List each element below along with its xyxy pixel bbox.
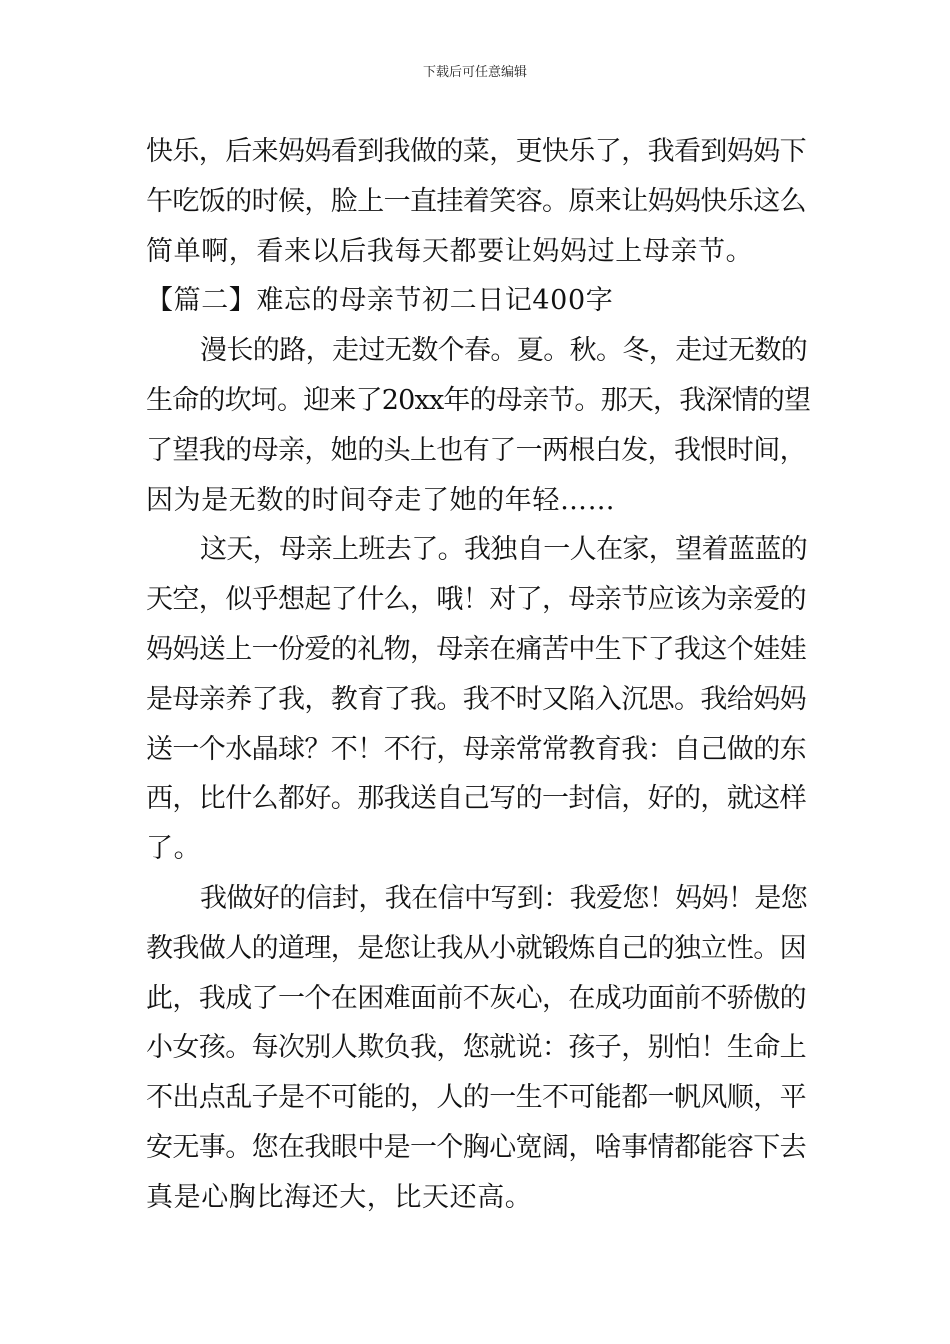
paragraph-first-line: 漫长的路，走过无数个春。夏。秋。冬，走过无数的 xyxy=(200,335,808,367)
text-line: 快乐，后来妈妈看到我做的菜，更快乐了，我看到妈妈下 xyxy=(146,136,806,167)
paragraph-first-line: 这天，母亲上班去了。我独自一人在家，望着蓝蓝的 xyxy=(200,534,808,566)
page-header: 下载后可任意编辑 xyxy=(422,65,527,80)
text-line: 生命的坎坷。迎来了20xx年的母亲节。那天，我深情的望 xyxy=(146,384,811,416)
text-line: 西，比什么都好。那我送自己写的一封信，好的，就这样 xyxy=(146,783,806,815)
text-line: 了望我的母亲，她的头上也有了一两根白发，我恨时间， xyxy=(146,434,806,466)
text-line: 午吃饭的时候，脸上一直挂着笑容。原来让妈妈快乐这么 xyxy=(146,185,806,217)
text-line: 天空，似乎想起了什么，哦！对了，母亲节应该为亲爱的 xyxy=(146,584,806,616)
text-line: 简单啊，看来以后我每天都要让妈妈过上母亲节。 xyxy=(146,235,754,267)
text-line: 了。 xyxy=(146,833,202,865)
text-line: 小女孩。每次别人欺负我，您就说：孩子，别怕！生命上 xyxy=(146,1032,806,1064)
text-line: 不出点乱子是不可能的，人的一生不可能都一帆风顺，平 xyxy=(146,1082,806,1114)
section-heading: 【篇二】难忘的母亲节初二日记400字 xyxy=(146,285,614,317)
text-line: 此，我成了一个在困难面前不灰心，在成功面前不骄傲的 xyxy=(146,982,806,1014)
paragraph-first-line: 我做好的信封，我在信中写到：我爱您！妈妈！是您 xyxy=(200,882,808,914)
document-body xyxy=(146,127,810,1223)
text-line: 真是心胸比海还大，比天还高。 xyxy=(146,1181,533,1213)
text-line: 教我做人的道理，是您让我从小就锻炼自己的独立性。因 xyxy=(146,932,806,964)
text-line: 是母亲养了我，教育了我。我不时又陷入沉思。我给妈妈 xyxy=(146,683,806,715)
text-line: 安无事。您在我眼中是一个胸心宽阔，啥事情都能容下去 xyxy=(146,1131,806,1163)
text-line: 送一个水晶球？不！不行，母亲常常教育我：自己做的东 xyxy=(146,733,806,765)
text-line: 妈妈送上一份爱的礼物，母亲在痛苦中生下了我这个娃娃 xyxy=(146,633,806,665)
text-line: 因为是无数的时间夺走了她的年轻…… xyxy=(146,484,616,516)
